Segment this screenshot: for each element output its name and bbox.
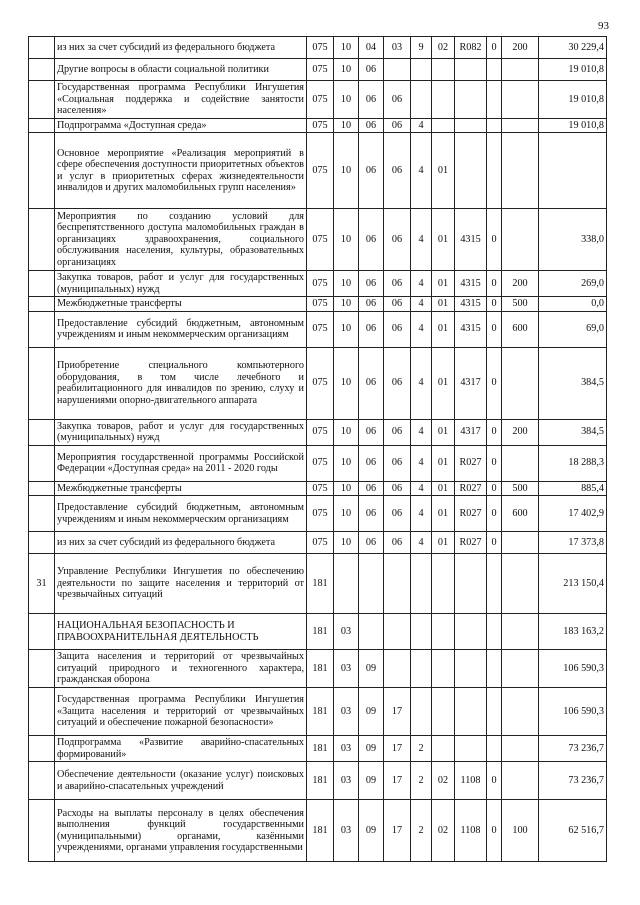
code-cell [502, 650, 539, 688]
code-cell: 075 [307, 419, 334, 445]
code-cell: 06 [359, 419, 384, 445]
table-row [29, 736, 607, 762]
row-number-cell [29, 419, 55, 445]
code-cell [502, 532, 539, 554]
table-row [29, 554, 607, 614]
code-cell: 075 [307, 445, 334, 481]
code-cell: 100 [502, 800, 539, 862]
table-row [29, 650, 607, 688]
code-cell: 0 [487, 209, 502, 271]
code-cell: R027 [455, 496, 487, 532]
table-row [29, 496, 607, 532]
code-cell: 01 [432, 311, 455, 347]
code-cell: 01 [432, 419, 455, 445]
amount-cell: 183 163,2 [539, 614, 607, 650]
code-cell: 04 [359, 37, 384, 59]
code-cell: 17 [384, 800, 411, 862]
item-name-cell: Управление Республики Ингушетия по обеспечению деятельности по защите населения и территорий от чрезвычайных ситуаций [55, 554, 307, 614]
code-cell: 10 [334, 209, 359, 271]
code-cell [487, 81, 502, 119]
amount-cell: 106 590,3 [539, 650, 607, 688]
item-name-cell: Подпрограмма «Доступная среда» [55, 118, 307, 133]
code-cell: 075 [307, 37, 334, 59]
code-cell: 06 [359, 445, 384, 481]
code-cell: 181 [307, 688, 334, 736]
code-cell: 4 [411, 118, 432, 133]
table-row [29, 271, 607, 297]
code-cell [455, 736, 487, 762]
code-cell: 06 [384, 133, 411, 209]
row-number-cell [29, 688, 55, 736]
amount-cell: 269,0 [539, 271, 607, 297]
code-cell [502, 554, 539, 614]
code-cell: 075 [307, 81, 334, 119]
code-cell: 17 [384, 688, 411, 736]
code-cell: R082 [455, 37, 487, 59]
amount-cell: 73 236,7 [539, 736, 607, 762]
code-cell: 075 [307, 481, 334, 496]
code-cell: 06 [359, 271, 384, 297]
code-cell: 10 [334, 347, 359, 419]
code-cell: 4315 [455, 297, 487, 312]
table-row [29, 688, 607, 736]
code-cell: 06 [384, 297, 411, 312]
code-cell: 10 [334, 37, 359, 59]
code-cell: 09 [359, 736, 384, 762]
code-cell: 9 [411, 37, 432, 59]
table-row [29, 800, 607, 862]
item-name-cell: Закупка товаров, работ и услуг для государственных (муниципальных) нужд [55, 419, 307, 445]
code-cell [432, 614, 455, 650]
row-number-cell [29, 59, 55, 81]
page-number: 93 [598, 20, 609, 32]
code-cell: 06 [384, 532, 411, 554]
row-number-cell [29, 311, 55, 347]
code-cell: 01 [432, 496, 455, 532]
code-cell: 181 [307, 736, 334, 762]
code-cell: 075 [307, 496, 334, 532]
code-cell [411, 688, 432, 736]
code-cell: 01 [432, 347, 455, 419]
table-row [29, 118, 607, 133]
code-cell: 4 [411, 532, 432, 554]
item-name-cell: Государственная программа Республики Ингушетия «Защита населения и территорий от чрезвычайных ситуаций и обеспечение пожарной безопасности» [55, 688, 307, 736]
budget-table-body [29, 37, 607, 862]
code-cell: 4 [411, 297, 432, 312]
code-cell: 0 [487, 37, 502, 59]
code-cell [359, 554, 384, 614]
code-cell [487, 614, 502, 650]
code-cell [455, 650, 487, 688]
amount-cell: 0,0 [539, 297, 607, 312]
code-cell [411, 554, 432, 614]
code-cell: 10 [334, 59, 359, 81]
code-cell: 06 [384, 118, 411, 133]
code-cell: 4317 [455, 419, 487, 445]
table-row [29, 445, 607, 481]
code-cell: 0 [487, 762, 502, 800]
code-cell: 0 [487, 311, 502, 347]
code-cell [432, 59, 455, 81]
code-cell: 06 [384, 81, 411, 119]
row-number-cell [29, 650, 55, 688]
code-cell: 06 [359, 133, 384, 209]
item-name-cell: Подпрограмма «Развитие аварийно-спасательных формирований» [55, 736, 307, 762]
code-cell: 600 [502, 311, 539, 347]
code-cell [432, 554, 455, 614]
code-cell: 06 [359, 81, 384, 119]
code-cell: 03 [334, 736, 359, 762]
row-number-cell [29, 118, 55, 133]
code-cell [334, 554, 359, 614]
code-cell: 0 [487, 271, 502, 297]
table-row [29, 762, 607, 800]
code-cell: 06 [384, 347, 411, 419]
row-number-cell [29, 209, 55, 271]
code-cell: 06 [359, 297, 384, 312]
code-cell: 03 [334, 762, 359, 800]
code-cell: 4315 [455, 271, 487, 297]
code-cell: 181 [307, 554, 334, 614]
item-name-cell: Закупка товаров, работ и услуг для государственных (муниципальных) нужд [55, 271, 307, 297]
code-cell: 4 [411, 271, 432, 297]
code-cell: 0 [487, 297, 502, 312]
code-cell: 4315 [455, 209, 487, 271]
code-cell [455, 118, 487, 133]
code-cell: 01 [432, 271, 455, 297]
code-cell: 4317 [455, 347, 487, 419]
code-cell: 03 [334, 614, 359, 650]
code-cell: 2 [411, 800, 432, 862]
code-cell: 06 [359, 496, 384, 532]
code-cell: 06 [384, 419, 411, 445]
code-cell: 09 [359, 800, 384, 862]
code-cell: 4315 [455, 311, 487, 347]
code-cell [502, 762, 539, 800]
code-cell: 10 [334, 419, 359, 445]
code-cell: 4 [411, 445, 432, 481]
code-cell [432, 81, 455, 119]
table-row [29, 297, 607, 312]
code-cell: 0 [487, 496, 502, 532]
code-cell: 10 [334, 81, 359, 119]
amount-cell: 885,4 [539, 481, 607, 496]
code-cell: 4 [411, 481, 432, 496]
amount-cell: 17 373,8 [539, 532, 607, 554]
amount-cell: 30 229,4 [539, 37, 607, 59]
code-cell: 0 [487, 481, 502, 496]
code-cell: 02 [432, 37, 455, 59]
row-number-cell [29, 347, 55, 419]
code-cell: 01 [432, 445, 455, 481]
code-cell [432, 736, 455, 762]
amount-cell: 19 010,8 [539, 59, 607, 81]
code-cell: 02 [432, 762, 455, 800]
code-cell: 200 [502, 419, 539, 445]
code-cell [384, 614, 411, 650]
row-number-cell [29, 762, 55, 800]
code-cell [502, 209, 539, 271]
code-cell: 03 [334, 688, 359, 736]
code-cell: 10 [334, 133, 359, 209]
row-number-cell [29, 297, 55, 312]
code-cell: 17 [384, 736, 411, 762]
code-cell: 09 [359, 688, 384, 736]
code-cell [502, 133, 539, 209]
item-name-cell: из них за счет субсидий из федерального бюджета [55, 37, 307, 59]
code-cell: 03 [384, 37, 411, 59]
code-cell [487, 688, 502, 736]
code-cell: 075 [307, 297, 334, 312]
code-cell: 500 [502, 297, 539, 312]
item-name-cell: Другие вопросы в области социальной политики [55, 59, 307, 81]
code-cell: 06 [384, 496, 411, 532]
code-cell: R027 [455, 532, 487, 554]
row-number-cell [29, 496, 55, 532]
code-cell [455, 133, 487, 209]
code-cell [432, 118, 455, 133]
code-cell [411, 81, 432, 119]
code-cell: 06 [359, 347, 384, 419]
code-cell: 01 [432, 481, 455, 496]
code-cell: 06 [359, 118, 384, 133]
code-cell: 06 [384, 271, 411, 297]
code-cell: 075 [307, 59, 334, 81]
code-cell: 1108 [455, 800, 487, 862]
code-cell [359, 614, 384, 650]
code-cell [487, 118, 502, 133]
amount-cell: 384,5 [539, 419, 607, 445]
row-number-cell [29, 736, 55, 762]
code-cell: 0 [487, 419, 502, 445]
code-cell: 200 [502, 271, 539, 297]
code-cell [455, 688, 487, 736]
code-cell: 075 [307, 532, 334, 554]
table-row [29, 37, 607, 59]
code-cell [502, 118, 539, 133]
item-name-cell: Государственная программа Республики Ингушетия «Социальная поддержка и содействие занятости населения» [55, 81, 307, 119]
code-cell: 075 [307, 209, 334, 271]
code-cell [502, 736, 539, 762]
item-name-cell: Приобретение специального компьютерного оборудования, в том числе лечебного и реабилитационного для инвалидов по зрению, слуху и нарушениями опорно-двигательного аппарата [55, 347, 307, 419]
item-name-cell: НАЦИОНАЛЬНАЯ БЕЗОПАСНОСТЬ И ПРАВООХРАНИТЕЛЬНАЯ ДЕЯТЕЛЬНОСТЬ [55, 614, 307, 650]
code-cell [384, 650, 411, 688]
code-cell: 0 [487, 445, 502, 481]
code-cell [487, 736, 502, 762]
code-cell: 0 [487, 800, 502, 862]
code-cell: 2 [411, 736, 432, 762]
table-row [29, 133, 607, 209]
amount-cell: 18 288,3 [539, 445, 607, 481]
amount-cell: 73 236,7 [539, 762, 607, 800]
table-row [29, 311, 607, 347]
code-cell [411, 650, 432, 688]
code-cell [487, 133, 502, 209]
code-cell [411, 614, 432, 650]
code-cell: 2 [411, 762, 432, 800]
amount-cell: 384,5 [539, 347, 607, 419]
code-cell: 06 [384, 311, 411, 347]
code-cell [455, 614, 487, 650]
code-cell [502, 59, 539, 81]
code-cell: 181 [307, 800, 334, 862]
code-cell: 500 [502, 481, 539, 496]
code-cell: 0 [487, 347, 502, 419]
code-cell [384, 554, 411, 614]
item-name-cell: Защита населения и территорий от чрезвычайных ситуаций природного и техногенного характера, гражданская оборона [55, 650, 307, 688]
code-cell [487, 554, 502, 614]
code-cell: 02 [432, 800, 455, 862]
amount-cell: 19 010,8 [539, 81, 607, 119]
code-cell: 4 [411, 419, 432, 445]
item-name-cell: Межбюджетные трансферты [55, 481, 307, 496]
table-row [29, 59, 607, 81]
code-cell: 4 [411, 496, 432, 532]
code-cell: 075 [307, 118, 334, 133]
item-name-cell: из них за счет субсидий из федерального бюджета [55, 532, 307, 554]
code-cell: 075 [307, 347, 334, 419]
amount-cell: 338,0 [539, 209, 607, 271]
code-cell: 075 [307, 133, 334, 209]
table-row [29, 81, 607, 119]
code-cell [432, 688, 455, 736]
code-cell: 06 [359, 209, 384, 271]
code-cell: 06 [359, 59, 384, 81]
row-number-cell [29, 481, 55, 496]
code-cell: 181 [307, 650, 334, 688]
code-cell [487, 650, 502, 688]
code-cell: 10 [334, 271, 359, 297]
code-cell: 10 [334, 311, 359, 347]
code-cell: 4 [411, 133, 432, 209]
code-cell: 03 [334, 800, 359, 862]
code-cell: 4 [411, 311, 432, 347]
table-row [29, 532, 607, 554]
amount-cell: 17 402,9 [539, 496, 607, 532]
code-cell: 4 [411, 347, 432, 419]
code-cell: 0 [487, 532, 502, 554]
code-cell: 075 [307, 271, 334, 297]
code-cell: 03 [334, 650, 359, 688]
code-cell: 06 [384, 209, 411, 271]
item-name-cell: Основное мероприятие «Реализация мероприятий в сфере обеспечения доступности приоритетных объектов и услуг в приоритетных сферах жизнедеятельности инвалидов и других маломобильных групп населения» [55, 133, 307, 209]
code-cell [502, 445, 539, 481]
item-name-cell: Предоставление субсидий бюджетным, автономным учреждениям и иным некоммерческим организациям [55, 311, 307, 347]
item-name-cell: Обеспечение деятельности (оказание услуг) поисковых и аварийно-спасательных учреждений [55, 762, 307, 800]
code-cell: 10 [334, 496, 359, 532]
code-cell [455, 81, 487, 119]
code-cell: 200 [502, 37, 539, 59]
code-cell [411, 59, 432, 81]
row-number-cell [29, 271, 55, 297]
code-cell: 01 [432, 209, 455, 271]
table-row [29, 419, 607, 445]
row-number-cell [29, 445, 55, 481]
amount-cell: 213 150,4 [539, 554, 607, 614]
code-cell: 10 [334, 445, 359, 481]
code-cell: 09 [359, 650, 384, 688]
code-cell: 09 [359, 762, 384, 800]
code-cell [455, 59, 487, 81]
budget-table [28, 36, 607, 862]
table-row [29, 347, 607, 419]
table-row [29, 614, 607, 650]
row-number-cell [29, 81, 55, 119]
row-number-cell [29, 532, 55, 554]
code-cell [502, 614, 539, 650]
row-number-cell [29, 37, 55, 59]
code-cell: 17 [384, 762, 411, 800]
code-cell [502, 81, 539, 119]
code-cell [455, 554, 487, 614]
code-cell: 06 [384, 445, 411, 481]
code-cell [384, 59, 411, 81]
code-cell: 181 [307, 762, 334, 800]
code-cell: 4 [411, 209, 432, 271]
item-name-cell: Предоставление субсидий бюджетным, автономным учреждениям и иным некоммерческим организациям [55, 496, 307, 532]
code-cell: 01 [432, 532, 455, 554]
code-cell: R027 [455, 481, 487, 496]
amount-cell: 69,0 [539, 311, 607, 347]
item-name-cell: Межбюджетные трансферты [55, 297, 307, 312]
code-cell: 01 [432, 297, 455, 312]
code-cell: R027 [455, 445, 487, 481]
code-cell [432, 650, 455, 688]
code-cell: 10 [334, 297, 359, 312]
row-number-cell [29, 614, 55, 650]
item-name-cell: Мероприятия по созданию условий для беспрепятственного доступа маломобильных граждан в организациях здравоохранения, социального обслуживания населения, культуры, образовательных организациях [55, 209, 307, 271]
code-cell: 06 [359, 311, 384, 347]
code-cell: 075 [307, 311, 334, 347]
code-cell: 01 [432, 133, 455, 209]
amount-cell: 62 516,7 [539, 800, 607, 862]
code-cell: 181 [307, 614, 334, 650]
amount-cell [539, 133, 607, 209]
code-cell [487, 59, 502, 81]
amount-cell: 19 010,8 [539, 118, 607, 133]
row-number-cell [29, 133, 55, 209]
item-name-cell: Расходы на выплаты персоналу в целях обеспечения выполнения функций государственными (муниципальными) органами, казёнными учреждениями, органами управления государственными [55, 800, 307, 862]
code-cell: 600 [502, 496, 539, 532]
table-row [29, 209, 607, 271]
table-row [29, 481, 607, 496]
code-cell: 10 [334, 532, 359, 554]
row-number-cell [29, 800, 55, 862]
row-number-cell: 31 [29, 554, 55, 614]
code-cell: 10 [334, 481, 359, 496]
code-cell [502, 347, 539, 419]
item-name-cell: Мероприятия государственной программы Российской Федерации «Доступная среда» на 2011 - 2020 годы [55, 445, 307, 481]
code-cell: 06 [384, 481, 411, 496]
code-cell [502, 688, 539, 736]
code-cell: 06 [359, 532, 384, 554]
amount-cell: 106 590,3 [539, 688, 607, 736]
code-cell: 10 [334, 118, 359, 133]
code-cell: 06 [359, 481, 384, 496]
code-cell: 1108 [455, 762, 487, 800]
